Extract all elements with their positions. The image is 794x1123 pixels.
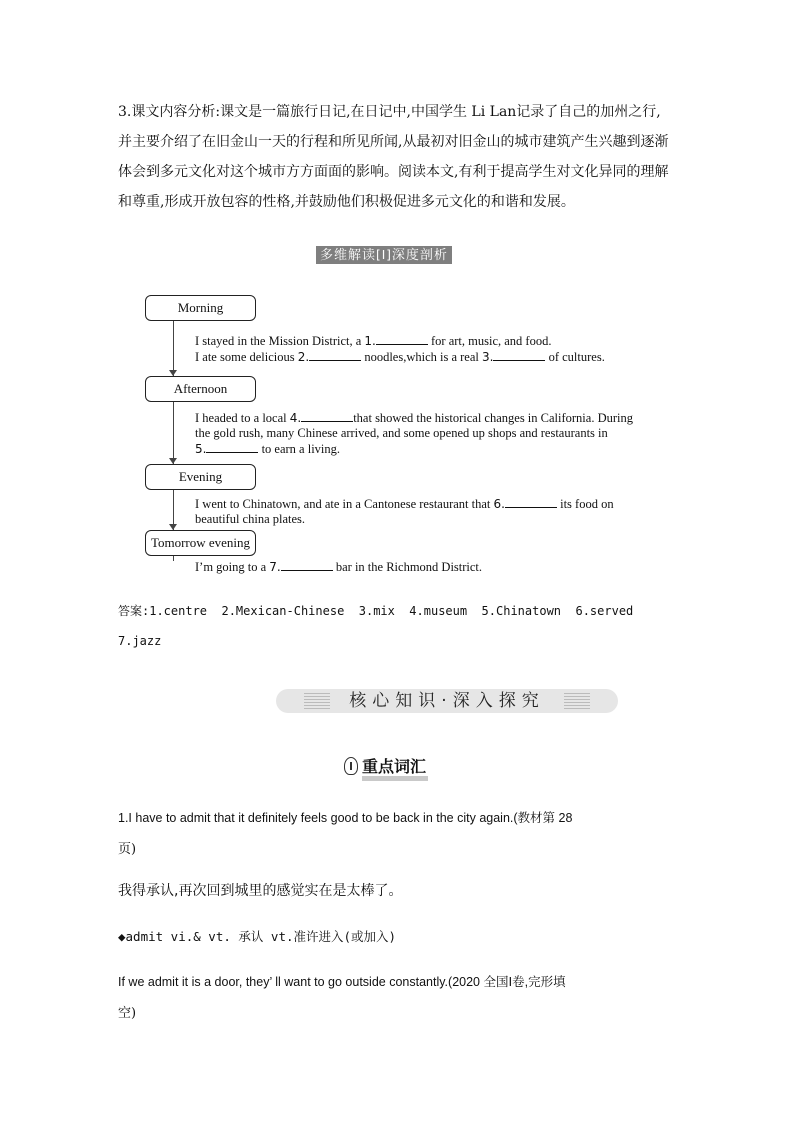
para-line-2: 并主要介绍了在旧金山一天的行程和所见所闻,从最初对旧金山的城市建筑产生兴趣到逐渐 bbox=[118, 134, 669, 150]
para-line-3: 体会到多元文化对这个城市方方面面的影响。阅读本文,有利于提高学生对文化异同的理解 bbox=[118, 164, 669, 180]
afternoon-text: I headed to a local 4. that showed the historical changes in California. During the gold rush, many Chinese arrived, and some opened up shops and restaurants in 5. to earn a living. bbox=[195, 411, 633, 456]
translation: 我得承认,再次回到城里的感觉实在是太棒了。 bbox=[118, 883, 403, 899]
vocab-title: 重点词汇 bbox=[362, 757, 427, 776]
para-line-1: 3.课文内容分析:课文是一篇旅行日记,在日记中,中国学生 Li Lan记录了自己的加州之行, bbox=[118, 104, 661, 120]
tomorrow-text: I’m going to a 7. bar in the Richmond District. bbox=[195, 560, 483, 574]
example-line-a: If we admit it is a door, they’ ll want to go outside constantly.(2020 全国Ⅰ卷,完形填 bbox=[118, 975, 566, 989]
blank-4[interactable] bbox=[301, 410, 353, 422]
banner2-title: 核心知识·深入探究 bbox=[349, 691, 545, 711]
blank-3[interactable] bbox=[493, 349, 545, 361]
morning-text: I stayed in the Mission District, a 1. for art, music, and food. I ate some delicious 2. noodles,which is a real 3. of cultures. bbox=[195, 334, 605, 364]
banner-right-text: 深度剖析 bbox=[391, 248, 448, 263]
stage-tomorrow-evening: Tomorrow evening bbox=[145, 530, 256, 556]
banner-mid-text: [I] bbox=[376, 248, 392, 262]
stage-afternoon: Afternoon bbox=[145, 376, 256, 402]
evening-text: I went to Chinatown, and ate in a Cantonese restaurant that 6. its food on beautiful china plates. bbox=[195, 497, 614, 526]
para-line-4: 和尊重,形成开放包容的性格,并鼓励他们积极促进多元文化的和谐和发展。 bbox=[118, 194, 575, 210]
blank-7[interactable] bbox=[281, 559, 333, 571]
blank-5[interactable] bbox=[206, 441, 258, 453]
blank-1[interactable] bbox=[376, 333, 428, 345]
word-entry: ◆admit vi.& vt. 承认 vt.准许进入(或加入) bbox=[118, 929, 397, 944]
stage-evening: Evening bbox=[145, 464, 256, 490]
answer-line-1: 答案:1.centre 2.Mexican-Chinese 3.mix 4.museum 5.Chinatown 6.served bbox=[118, 604, 634, 618]
blank-6[interactable] bbox=[505, 496, 557, 508]
answer-line-2: 7.jazz bbox=[118, 634, 162, 648]
stage-morning: Morning bbox=[145, 295, 256, 321]
key-icon bbox=[344, 757, 358, 775]
sentence-1-line-a: 1.I have to admit that it definitely feels good to be back in the city again.(教材第 28 bbox=[118, 811, 573, 825]
vocab-underline bbox=[362, 776, 428, 781]
sentence-1-line-b: 页) bbox=[118, 842, 137, 857]
example-line-b: 空) bbox=[118, 1006, 137, 1021]
blank-2[interactable] bbox=[309, 349, 361, 361]
banner-left-text: 多维解读 bbox=[320, 248, 377, 263]
section-banner-core bbox=[276, 689, 618, 713]
vocab-heading bbox=[344, 756, 426, 778]
